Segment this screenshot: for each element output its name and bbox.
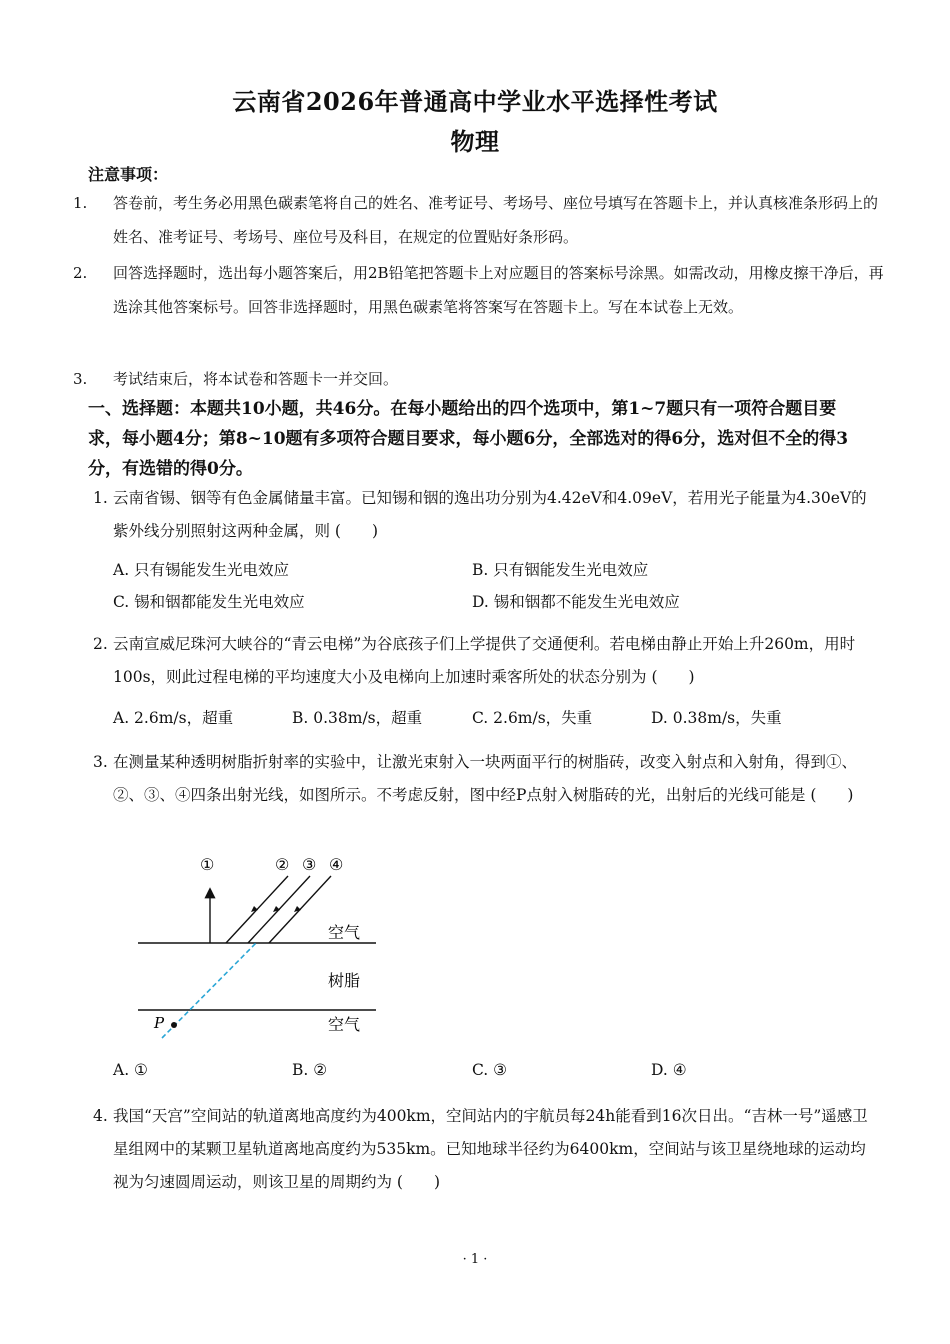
notice-item-number: 3.	[73, 370, 88, 388]
ray-4-arrow	[294, 906, 301, 912]
question-text: 云南省锡、铟等有色金属储量丰富。已知锡和铟的逸出功分别为4.42eV和4.09eV，若用光子能量为4.30eV的紫外线分别照射这两种金属，则 ( )	[113, 489, 867, 540]
q2-option-b: B. 0.38m/s，超重	[292, 709, 423, 727]
question-2	[93, 628, 873, 694]
notice-item-1	[73, 186, 888, 254]
question-1	[93, 482, 873, 548]
question-text: 我国“天宫”空间站的轨道离地高度约为400km，空间站内的宇航员每24h能看到16次日出。“吉林一号”遥感卫星组网中的某颗卫星轨道离地高度约为535km。已知地球半径约为6400km，空间站与该卫星绕地球的运动均视为匀速圆周运动，则该卫星的周期约为 ( )	[113, 1107, 868, 1191]
ray-label-1: ①	[200, 855, 215, 874]
subject-title: 物理	[450, 127, 500, 156]
point-p	[171, 1022, 177, 1028]
notice-item-text: 考试结束后，将本试卷和答题卡一并交回。	[113, 370, 399, 388]
region-air-bottom: 空气	[328, 1015, 361, 1034]
point-p-label: P	[154, 1014, 165, 1032]
notice-item-3	[73, 362, 888, 396]
region-air-top: 空气	[328, 923, 361, 942]
q3-option-d: D. ④	[651, 1061, 687, 1079]
question-text: 在测量某种透明树脂折射率的实验中，让激光束射入一块两面平行的树脂砖，改变入射点和入射角，得到①、②、③、④四条出射光线，如图所示。不考虑反射，图中经P点射入树脂砖的光，出射后的光线可能是 ( )	[113, 753, 858, 804]
question-number: 2.	[93, 635, 108, 653]
q2-option-d: D. 0.38m/s，失重	[651, 709, 782, 727]
q1-option-c: C. 锡和铟都能发生光电效应	[113, 593, 305, 611]
q1-option-d: D. 锡和铟都不能发生光电效应	[472, 593, 680, 611]
question-number: 3.	[93, 753, 108, 771]
question-number: 4.	[93, 1107, 108, 1125]
q2-option-c: C. 2.6m/s，失重	[472, 709, 593, 727]
q2-option-a: A. 2.6m/s，超重	[113, 709, 234, 727]
ray-label-3: ③	[302, 855, 317, 874]
question-4	[93, 1100, 873, 1199]
region-resin: 树脂	[328, 971, 361, 990]
ray-label-2: ②	[275, 855, 290, 874]
page-number: · 1 ·	[462, 1252, 488, 1267]
q3-option-b: B. ②	[292, 1061, 328, 1079]
refraction-figure	[130, 848, 390, 1048]
notice-item-2	[73, 256, 888, 324]
ray-label-4: ④	[329, 855, 344, 874]
q1-option-b: B. 只有铟能发生光电效应	[472, 561, 649, 579]
ray-2-arrow	[251, 906, 258, 912]
exam-title: 云南省2026年普通高中学业水平选择性考试	[232, 87, 718, 116]
notice-item-text: 答卷前，考生务必用黑色碳素笔将自己的姓名、准考证号、考场号、座位号填写在答题卡上，并认真核准条形码上的姓名、准考证号、考场号、座位号及科目，在规定的位置贴好条形码。	[113, 194, 879, 246]
section-heading: 一、选择题：本题共10小题，共46分。在每小题给出的四个选项中，第1~7题只有一项符合题目要求，每小题4分；第8~10题有多项符合题目要求，每小题6分，全部选对的得6分，选对但不全的得3分，有选错的得0分。	[88, 399, 849, 479]
ray-3-arrow	[273, 906, 280, 912]
question-3	[93, 746, 873, 812]
notice-heading: 注意事项：	[88, 165, 169, 184]
q3-option-a: A. ①	[113, 1061, 148, 1079]
notice-item-number: 2.	[73, 264, 88, 282]
notice-item-number: 1.	[73, 194, 88, 212]
q3-option-c: C. ③	[472, 1061, 508, 1079]
q1-option-a: A. 只有锡能发生光电效应	[113, 561, 290, 579]
question-number: 1.	[93, 489, 108, 507]
notice-item-text: 回答选择题时，选出每小题答案后，用2B铅笔把答题卡上对应题目的答案标号涂黑。如需改动，用橡皮擦干净后，再选涂其他答案标号。回答非选择题时，用黑色碳素笔将答案写在答题卡上。写在本试卷上无效。	[113, 264, 884, 316]
question-text: 云南宣威尼珠河大峡谷的“青云电梯”为谷底孩子们上学提供了交通便利。若电梯由静止开始上升260m，用时100s，则此过程电梯的平均速度大小及电梯向上加速时乘客所处的状态分别为 ( )	[113, 635, 856, 686]
